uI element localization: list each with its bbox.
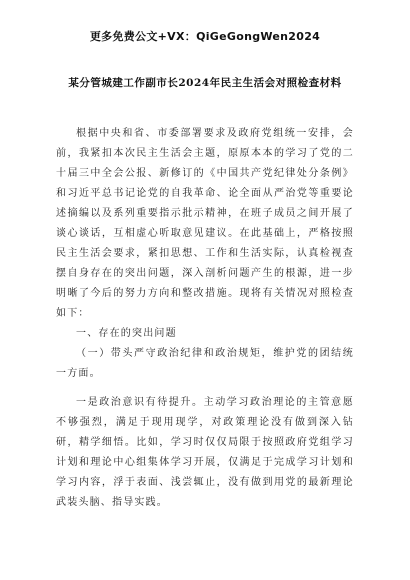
document-title: 某分管城建工作副市长2024年民主生活会对照检查材料: [68, 77, 342, 89]
intro-paragraph: 根据中央和省、市委部署要求及政府党组统一安排，会前，我紧扣本次民主生活会主题，原原本本的学习了党的二十届三中全会公报、新修订的《中国共产党纪律处分条例》和习近平总书记论党的自我革命、论全面从严治党等重要论述摘编以及系列重要指示批示精神，在班子成员之间开展了谈心谈话，互相虚心听取意见建议。在此基础上，严格按照民主生活会要求，紧扣思想、工作和生活实际，认真检视查摆自身存在的突出问题，深入剖析问题产生的根源，进一步明晰了今后的努力方向和整改措施。现将有关情况对照检查如下：: [56, 128, 354, 319]
watermark-header: 更多免费公文+VX：QiGeGongWen2024: [89, 30, 321, 43]
body-paragraph: 一是政治意识有待提升。主动学习政治理论的主管意愿不够强烈，满足于现用现学，对政策理论没有做到深入钻研，精学细悟。比如，学习时仅仅局限于按照政府党组学习计划和理论中心组集体学习开展，仅满足于完成学习计划和学习内容，浮于表面、浅尝辄止，没有做到用党的最新理论武装头脑、指导实践。: [56, 397, 354, 508]
subsection-heading: （一）带头严守政治纪律和政治规矩，维护党的团结统一方面。: [56, 348, 354, 379]
document-body: [56, 124, 354, 513]
section-heading: 一、存在的突出问题: [76, 328, 177, 339]
